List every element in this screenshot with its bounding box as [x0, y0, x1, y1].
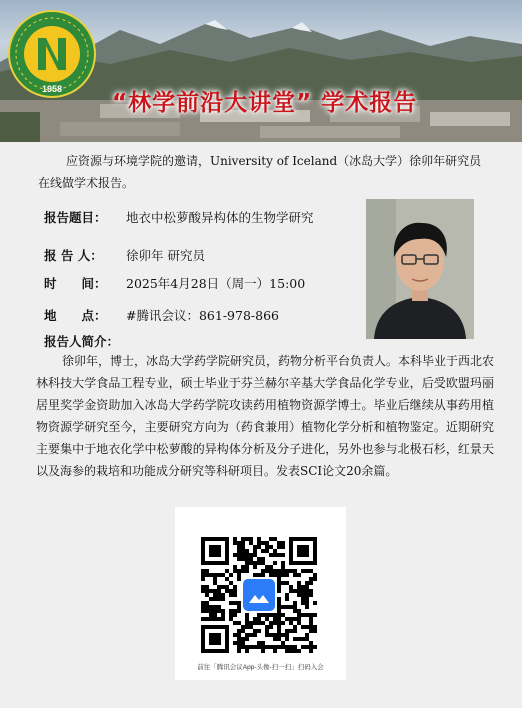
- field-time-value: 2025年4月28日（周一）15:00: [126, 276, 306, 291]
- header-banner: [0, 0, 522, 142]
- field-speaker: [44, 246, 205, 264]
- field-speaker-value: 徐卯年 研究员: [126, 248, 205, 263]
- qr-caption: 前往「腾讯会议App-头像-扫一扫」扫码入会: [197, 664, 324, 671]
- qr-code-card[interactable]: [175, 507, 346, 680]
- field-place: [44, 306, 279, 324]
- field-speaker-label: 报 告 人：: [44, 248, 103, 263]
- field-bio-heading: [44, 332, 119, 350]
- speaker-portrait-image: [366, 199, 474, 339]
- field-topic: [44, 208, 314, 226]
- logo-letter-n-icon: [24, 26, 80, 82]
- bio-label: 报告人简介：: [44, 334, 120, 349]
- qr-code[interactable]: [175, 507, 346, 662]
- tencent-meeting-icon: [243, 579, 275, 611]
- field-place-value: #腾讯会议：861-978-866: [126, 308, 279, 323]
- field-time-label: 时 间：: [44, 276, 107, 291]
- intro-paragraph: 应资源与环境学院的邀请，University of Iceland（冰岛大学）徐卯年研究员在线做学术报告。: [38, 154, 482, 190]
- bio-paragraph: 徐卯年，博士，冰岛大学药学院研究员，药物分析平台负责人。本科毕业于西北农林科技大学食品工程专业，硕士毕业于芬兰赫尔辛基大学食品化学专业，后受欧盟玛丽居里奖学金资助加入冰岛大学药学院攻读药用植物资源学博士。毕业后继续从事药用植物资源学研究至今，主要研究方向为（药食兼用）植物化学分析和植物鉴定。近期研究主要集中于地衣化学中松萝酸的异构体分析及分子进化，另外也参与北极石杉，红景天以及海参的栽培和功能成分研究等科研项目。发表SCI论文20余篇。: [36, 354, 495, 478]
- field-topic-value: 地衣中松萝酸异构体的生物学研究: [126, 210, 314, 225]
- field-place-label: 地 点：: [44, 308, 107, 323]
- logo-emblem: [24, 26, 80, 82]
- logo-year: 1958: [41, 84, 63, 94]
- field-time: [44, 274, 305, 292]
- speaker-photo: [366, 199, 474, 339]
- field-topic-label: 报告题目：: [44, 210, 107, 225]
- university-logo: [8, 10, 96, 98]
- page-title: “林学前沿大讲堂” 学术报告: [112, 90, 418, 116]
